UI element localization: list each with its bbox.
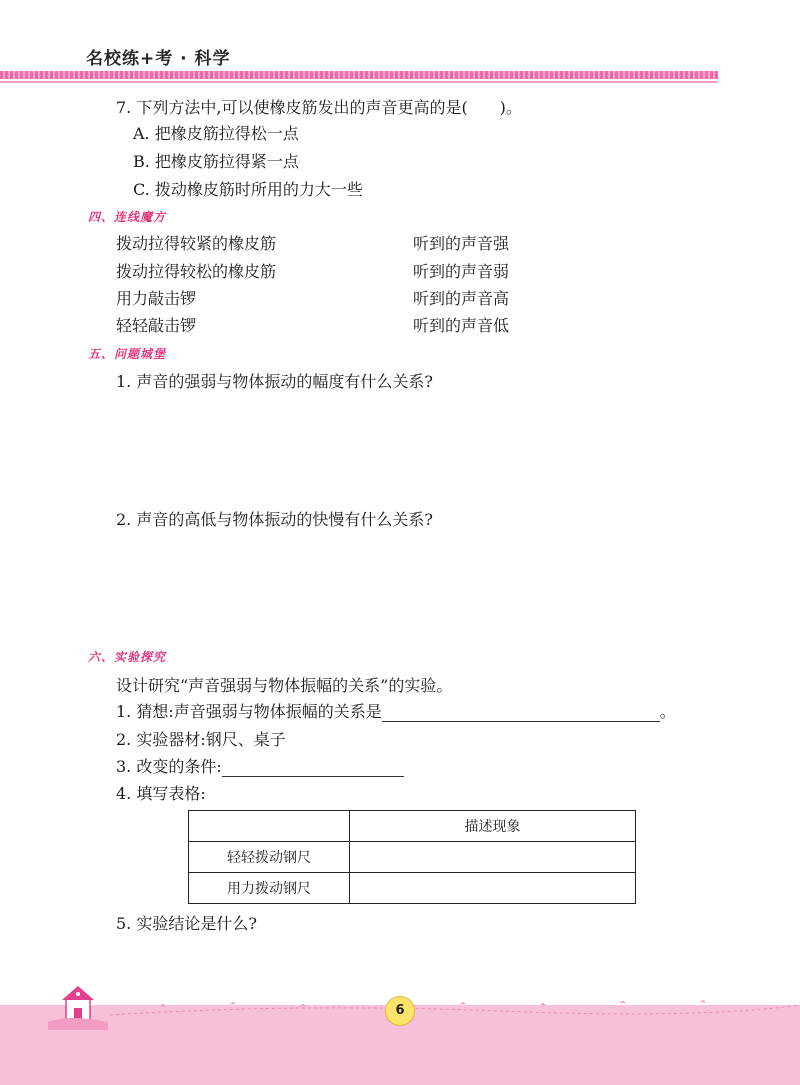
match-right-1: 听到的声音强 <box>413 234 510 253</box>
table-row-label-strong: 用力拨动钢尺 <box>189 873 350 904</box>
table-header-cell-empty <box>189 811 350 842</box>
q7-option-a: A. 把橡皮筋拉得松一点 <box>133 124 299 143</box>
table-header-row <box>189 811 636 842</box>
section6-title: 六、实验探究 <box>88 650 167 664</box>
table-row <box>189 842 636 873</box>
section5-q2: 2. 声音的高低与物体振动的快慢有什么关系? <box>116 510 433 529</box>
match-right-2: 听到的声音弱 <box>413 262 510 281</box>
experiment-table <box>188 810 636 904</box>
hypothesis-period: 。 <box>659 702 676 721</box>
experiment-item-3 <box>116 757 404 777</box>
match-left-2: 拨动拉得较松的橡皮筋 <box>116 262 277 281</box>
hypothesis-blank[interactable] <box>382 705 660 722</box>
experiment-intro: 设计研究“声音强弱与物体振幅的关系”的实验。 <box>116 676 453 695</box>
match-left-3: 用力敲击锣 <box>116 289 197 308</box>
header-rule-thin <box>0 81 718 83</box>
condition-label: 3. 改变的条件: <box>116 757 222 776</box>
hypothesis-label: 1. 猜想:声音强弱与物体振幅的关系是 <box>116 702 382 721</box>
table-row-label-light: 轻轻拨动钢尺 <box>189 842 350 873</box>
table-cell-strong-answer[interactable] <box>350 873 636 904</box>
book-title: 名校练+考 · 科学 <box>86 49 231 69</box>
table-cell-light-answer[interactable] <box>350 842 636 873</box>
experiment-item-4: 4. 填写表格: <box>116 784 206 803</box>
table-row <box>189 873 636 904</box>
experiment-item-2: 2. 实验器材:钢尺、桌子 <box>116 730 286 749</box>
q7-option-b: B. 把橡皮筋拉得紧一点 <box>133 152 299 171</box>
section5-title: 五、问题城堡 <box>88 347 167 361</box>
match-left-4: 轻轻敲击锣 <box>116 316 197 335</box>
house-icon <box>48 980 108 1030</box>
section4-title: 四、连线魔方 <box>88 210 167 224</box>
page-number: 6 <box>385 996 415 1026</box>
experiment-item-5: 5. 实验结论是什么? <box>116 914 257 933</box>
match-left-1: 拨动拉得较紧的橡皮筋 <box>116 234 277 253</box>
experiment-item-1 <box>116 702 676 722</box>
header-rule <box>0 71 718 79</box>
condition-blank[interactable] <box>222 760 404 777</box>
q7-stem: 7. 下列方法中,可以使橡皮筋发出的声音更高的是( )。 <box>116 98 522 117</box>
section5-q1: 1. 声音的强弱与物体振动的幅度有什么关系? <box>116 372 433 391</box>
table-header-cell-phenomenon: 描述现象 <box>350 811 636 842</box>
match-right-4: 听到的声音低 <box>413 316 510 335</box>
match-right-3: 听到的声音高 <box>413 289 510 308</box>
q7-option-c: C. 拨动橡皮筋时所用的力大一些 <box>133 180 363 199</box>
